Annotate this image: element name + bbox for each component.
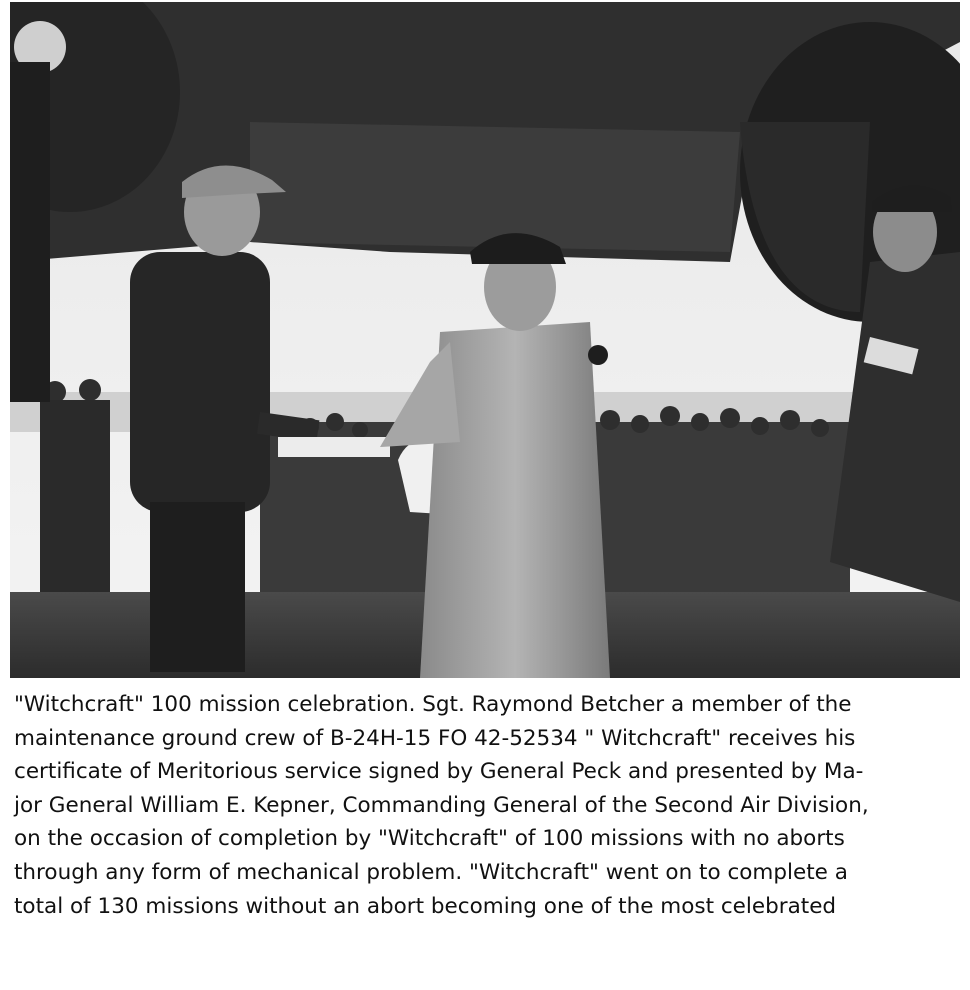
wing-underside (250, 122, 740, 252)
caption-line: jor General William E. Kepner, Commanding General of the Second Air Division, (14, 792, 869, 818)
ceremony-photo (10, 2, 960, 678)
caption-line: certificate of Meritorious service signed by General Peck and presented by Ma- (14, 759, 864, 785)
caption-line: through any form of mechanical problem. "Witchcraft" went on to complete a (14, 859, 848, 885)
photo-caption (14, 688, 954, 923)
photo-illustration (10, 2, 960, 678)
caption-line: "Witchcraft" 100 mission celebration. Sgt. Raymond Betcher a member of the (14, 692, 852, 717)
caption-line: total of 130 missions without an abort becoming one of the most celebrated (14, 893, 837, 919)
certificate-handoff (278, 437, 390, 457)
caption-line: maintenance ground crew of B-24H-15 FO 42-52534 " Witchcraft" receives his (14, 725, 856, 751)
caption-line: on the occasion of completion by "Witchcraft" of 100 missions with no aborts (14, 826, 845, 852)
